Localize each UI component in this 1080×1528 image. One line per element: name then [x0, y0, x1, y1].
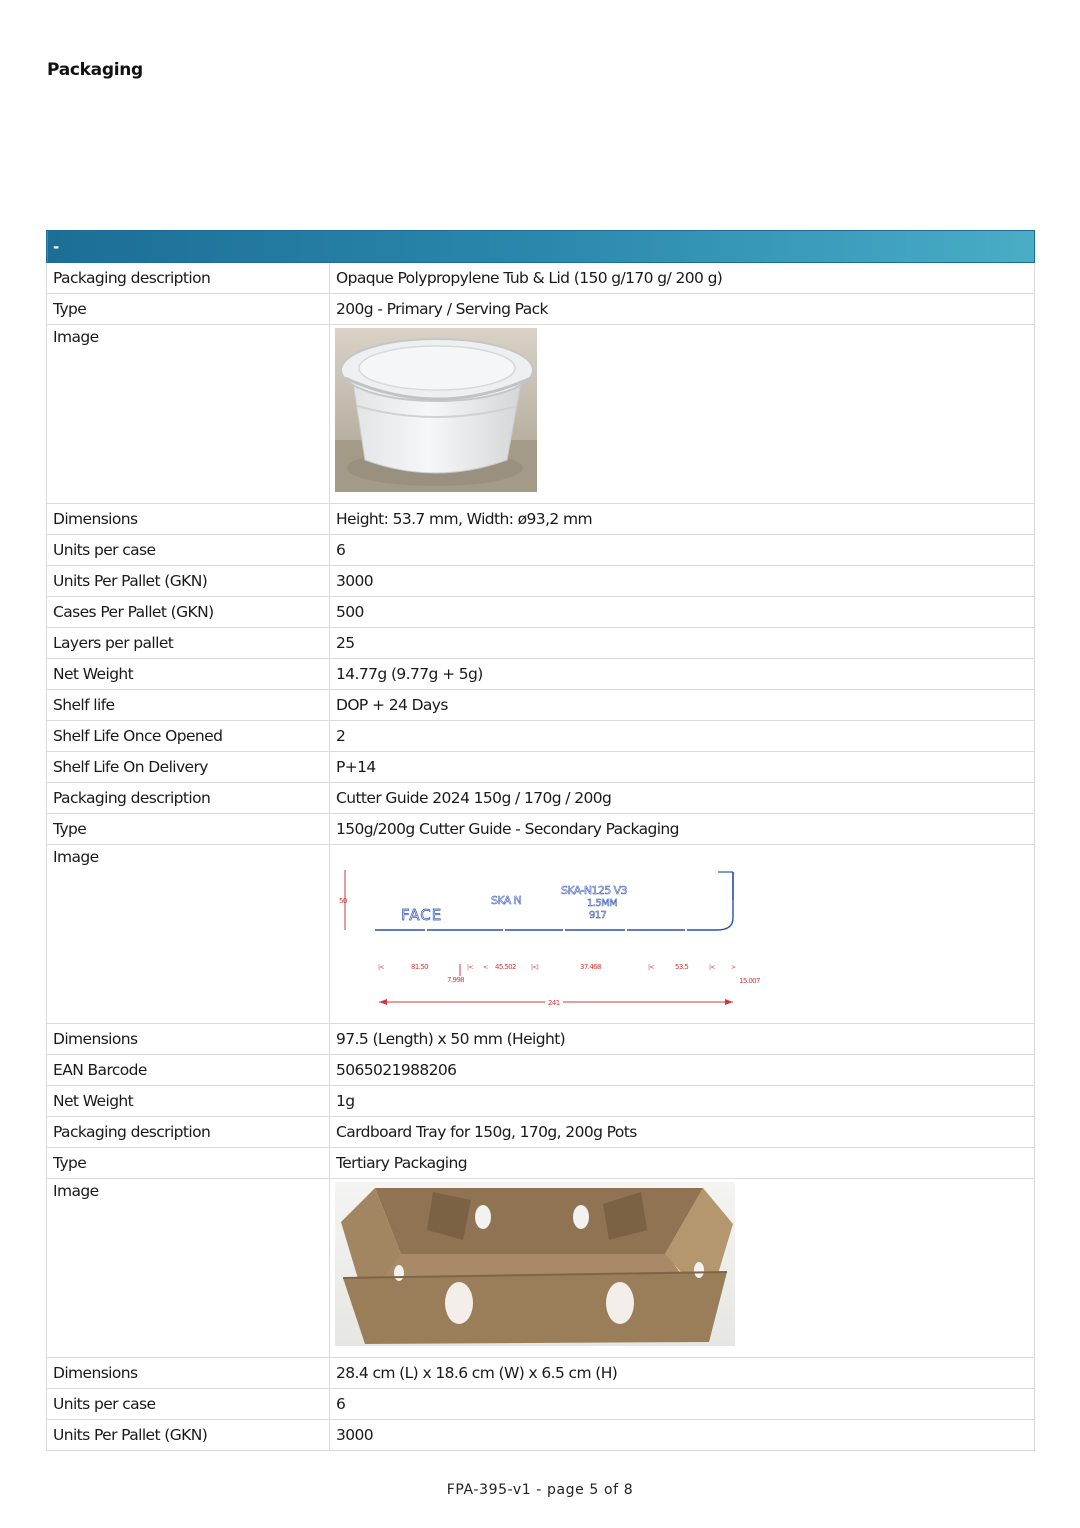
- svg-text:|<: |<: [709, 964, 715, 971]
- table-row: [47, 1420, 1035, 1451]
- drawing-dim: 7.998: [447, 976, 465, 984]
- drawing-dim-total: 241: [548, 999, 560, 1007]
- table-row-image: [47, 845, 1035, 1024]
- row-value: Height: 53.7 mm, Width: ø93,2 mm: [330, 504, 1035, 535]
- row-label: Packaging description: [47, 263, 330, 294]
- row-label: Shelf life: [47, 690, 330, 721]
- drawing-dim-height: 50: [339, 897, 347, 905]
- row-value: 1g: [330, 1086, 1035, 1117]
- table-row: [47, 1024, 1035, 1055]
- row-label: Dimensions: [47, 1358, 330, 1389]
- row-label: Image: [47, 845, 330, 1024]
- drawing-label-face: FACE: [401, 906, 443, 924]
- row-label: Cases Per Pallet (GKN): [47, 597, 330, 628]
- row-value: 3000: [330, 1420, 1035, 1451]
- row-image-cell: [330, 845, 1035, 1024]
- table-row: [47, 814, 1035, 845]
- row-value: 2: [330, 721, 1035, 752]
- table-row: [47, 504, 1035, 535]
- row-value: 5065021988206: [330, 1055, 1035, 1086]
- banner-text: -: [47, 231, 1035, 263]
- row-label: Layers per pallet: [47, 628, 330, 659]
- row-value: Cardboard Tray for 150g, 170g, 200g Pots: [330, 1117, 1035, 1148]
- table-row: [47, 1055, 1035, 1086]
- row-label: Packaging description: [47, 783, 330, 814]
- row-label: Dimensions: [47, 504, 330, 535]
- table-row: [47, 783, 1035, 814]
- row-label: Image: [47, 325, 330, 504]
- svg-text:|<: |<: [648, 964, 654, 971]
- svg-text:|<: |<: [378, 964, 384, 971]
- row-label: Net Weight: [47, 659, 330, 690]
- row-label: Net Weight: [47, 1086, 330, 1117]
- row-value: 14.77g (9.77g + 5g): [330, 659, 1035, 690]
- packaging-spec-table: [46, 230, 1035, 1451]
- drawing-dim: 45.502: [495, 963, 516, 971]
- table-row: [47, 535, 1035, 566]
- tub-photo: [335, 328, 537, 492]
- table-row: [47, 752, 1035, 783]
- row-label: Image: [47, 1179, 330, 1358]
- row-value: 6: [330, 1389, 1035, 1420]
- row-value: DOP + 24 Days: [330, 690, 1035, 721]
- row-image-cell: [330, 325, 1035, 504]
- drawing-label-mm: 1.5MM: [587, 898, 618, 909]
- table-row: [47, 1148, 1035, 1179]
- row-image-cell: [330, 1179, 1035, 1358]
- table-row: [47, 294, 1035, 325]
- svg-text:|<|: |<|: [531, 964, 539, 971]
- row-label: Dimensions: [47, 1024, 330, 1055]
- row-value: 200g - Primary / Serving Pack: [330, 294, 1035, 325]
- table-row: [47, 1389, 1035, 1420]
- table-row: [47, 628, 1035, 659]
- drawing-label-code: SKA-N125 V3: [561, 884, 627, 897]
- row-value: Opaque Polypropylene Tub & Lid (150 g/170 g/ 200 g): [330, 263, 1035, 294]
- row-label: Shelf Life Once Opened: [47, 721, 330, 752]
- row-label: Shelf Life On Delivery: [47, 752, 330, 783]
- row-value: Cutter Guide 2024 150g / 170g / 200g: [330, 783, 1035, 814]
- row-label: Type: [47, 814, 330, 845]
- row-value: 97.5 (Length) x 50 mm (Height): [330, 1024, 1035, 1055]
- row-label: Type: [47, 1148, 330, 1179]
- row-label: Units per case: [47, 1389, 330, 1420]
- row-label: Units Per Pallet (GKN): [47, 1420, 330, 1451]
- cutter-guide-drawing: [335, 848, 775, 1008]
- table-row: [47, 566, 1035, 597]
- drawing-dim: 81.50: [411, 963, 429, 971]
- svg-text:<: <: [483, 964, 488, 971]
- page-footer: FPA-395-v1 - page 5 of 8: [446, 1482, 634, 1498]
- svg-text:|<: |<: [467, 964, 473, 971]
- row-label: Type: [47, 294, 330, 325]
- table-row-image: [47, 325, 1035, 504]
- table-row: [47, 721, 1035, 752]
- drawing-dim: 53.5: [675, 963, 689, 971]
- row-value: 28.4 cm (L) x 18.6 cm (W) x 6.5 cm (H): [330, 1358, 1035, 1389]
- table-row: [47, 1358, 1035, 1389]
- row-value: 6: [330, 535, 1035, 566]
- table-row-image: [47, 1179, 1035, 1358]
- table-row: [47, 1117, 1035, 1148]
- row-label: EAN Barcode: [47, 1055, 330, 1086]
- drawing-dimension-row: [378, 963, 760, 985]
- table-banner: [47, 231, 1035, 263]
- cardboard-tray-photo: [335, 1182, 735, 1346]
- row-label: Packaging description: [47, 1117, 330, 1148]
- row-label: Units per case: [47, 535, 330, 566]
- row-value: 150g/200g Cutter Guide - Secondary Packaging: [330, 814, 1035, 845]
- row-value: 500: [330, 597, 1035, 628]
- svg-text:>: >: [731, 964, 736, 971]
- table-row: [47, 659, 1035, 690]
- row-value: 25: [330, 628, 1035, 659]
- table-row: [47, 1086, 1035, 1117]
- drawing-label-ska: SKA N: [491, 894, 522, 907]
- row-value: Tertiary Packaging: [330, 1148, 1035, 1179]
- row-value: 3000: [330, 566, 1035, 597]
- drawing-label-num: 917: [589, 910, 607, 921]
- page-title: Packaging: [47, 60, 143, 80]
- drawing-dim: 37.468: [580, 963, 601, 971]
- table-row: [47, 597, 1035, 628]
- table-row: [47, 690, 1035, 721]
- row-label: Units Per Pallet (GKN): [47, 566, 330, 597]
- row-value: P+14: [330, 752, 1035, 783]
- table-row: [47, 263, 1035, 294]
- drawing-dim: 15.007: [739, 977, 760, 985]
